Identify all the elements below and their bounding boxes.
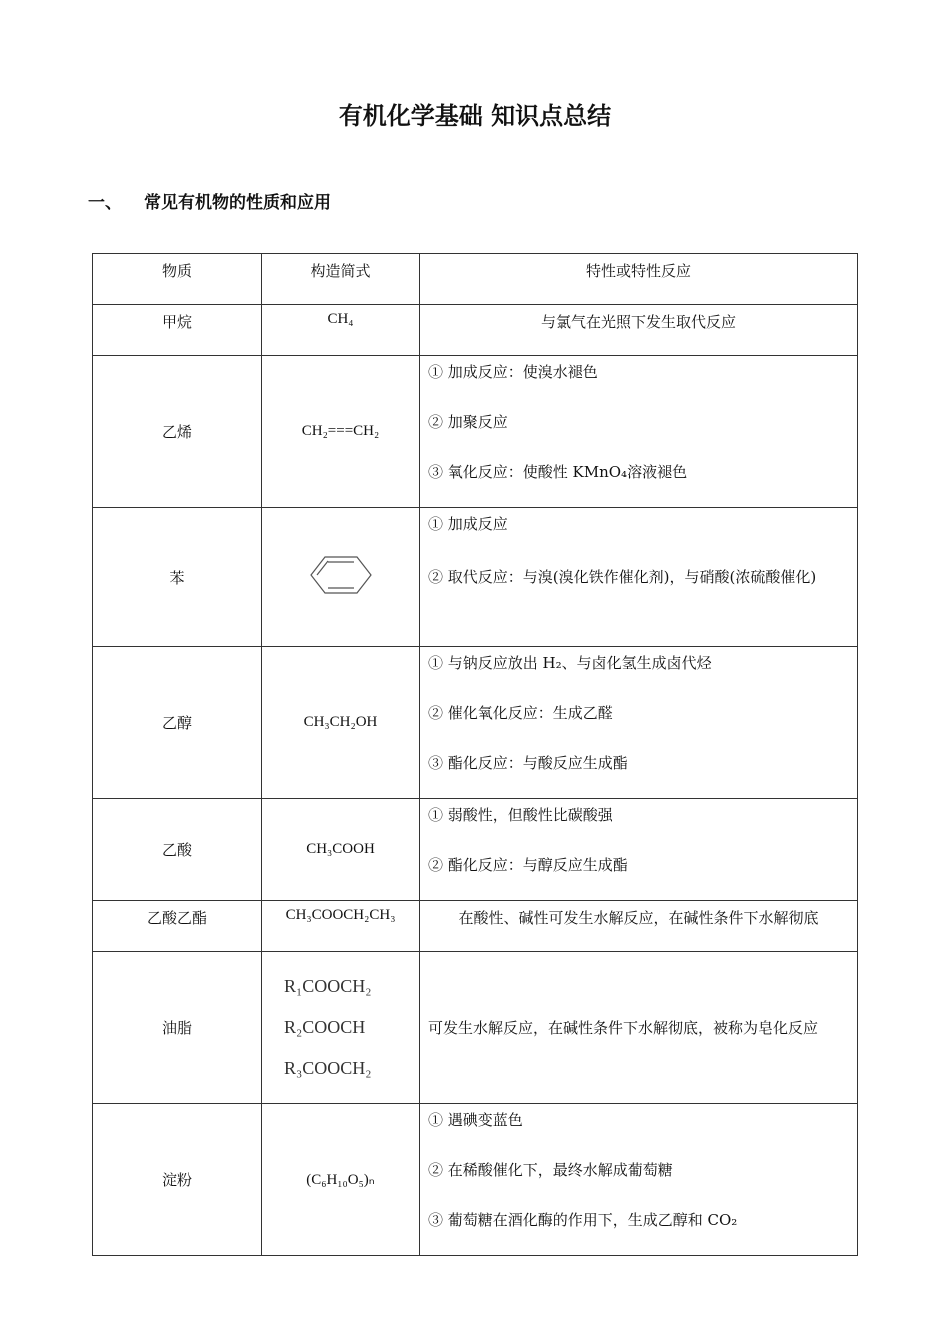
- table-row: [93, 1104, 858, 1256]
- property-cell: [420, 952, 858, 1104]
- table-row: [93, 799, 858, 901]
- property-text: ② 酯化反应：与醇反应生成酯: [428, 856, 628, 874]
- substance-name: 乙烯: [93, 356, 262, 508]
- property-cell: [420, 1104, 858, 1256]
- organic-compounds-table: [92, 253, 858, 1256]
- page-title: 有机化学基础 知识点总结: [338, 102, 612, 130]
- structural-formula: (C₆H₁₀O₅)ₙ: [262, 1104, 420, 1256]
- table-row: [93, 305, 858, 356]
- property-text: ② 催化氧化反应：生成乙醛: [428, 704, 613, 722]
- section-title: 常见有机物的性质和应用: [144, 193, 331, 213]
- section-number: 一、: [88, 193, 122, 213]
- table-row: [93, 356, 858, 508]
- property-text: ② 取代反应：与溴(溴化铁作催化剂)，与硝酸(浓硫酸催化): [428, 568, 817, 586]
- structural-formula: CH₂===CH₂: [262, 356, 420, 508]
- header-substance: 物质: [93, 254, 262, 305]
- section-heading: [88, 188, 331, 213]
- substance-name: 甲烷: [93, 305, 262, 356]
- table-row: [93, 508, 858, 647]
- structural-formula: [262, 952, 420, 1104]
- property-text: 与氯气在光照下发生取代反应: [420, 305, 858, 356]
- substance-name: 淀粉: [93, 1104, 262, 1256]
- substance-name: 苯: [93, 508, 262, 647]
- property-text: ③ 葡萄糖在酒化酶的作用下，生成乙醇和 CO₂: [428, 1211, 738, 1229]
- header-formula: 构造简式: [262, 254, 420, 305]
- fat-line-3: R₃COOCH₂: [284, 1058, 372, 1078]
- substance-name: 乙醇: [93, 647, 262, 799]
- property-text: ① 加成反应: [428, 515, 508, 533]
- property-cell: [420, 799, 858, 901]
- fat-line-2: R₂COOCH: [284, 1017, 366, 1037]
- structural-formula: [262, 508, 420, 647]
- property-text: ③ 氧化反应：使酸性 KMnO₄溶液褪色: [428, 463, 688, 481]
- property-cell: [420, 647, 858, 799]
- property-text: 可发生水解反应，在碱性条件下水解彻底，被称为皂化反应: [428, 1018, 819, 1037]
- structural-formula: CH₃COOH: [262, 799, 420, 901]
- table-row: [93, 901, 858, 952]
- property-cell: [420, 508, 858, 647]
- table-row: [93, 952, 858, 1104]
- substance-name: 油脂: [93, 952, 262, 1104]
- header-properties: 特性或特性反应: [420, 254, 858, 305]
- substance-name: 乙酸: [93, 799, 262, 901]
- structural-formula: CH₃CH₂OH: [262, 647, 420, 799]
- property-cell: [420, 356, 858, 508]
- benzene-ring-icon: [309, 553, 373, 597]
- property-text: ① 遇碘变蓝色: [428, 1111, 523, 1129]
- property-text: ② 加聚反应: [428, 413, 508, 431]
- structural-formula: CH₄: [262, 305, 420, 356]
- property-text: ① 与钠反应放出 H₂、与卤化氢生成卤代烃: [428, 654, 712, 672]
- substance-name: 乙酸乙酯: [93, 901, 262, 952]
- property-text: ① 加成反应：使溴水褪色: [428, 363, 598, 381]
- property-text: ② 在稀酸催化下，最终水解成葡萄糖: [428, 1161, 673, 1179]
- triglyceride-formula: [262, 966, 419, 1089]
- property-text: 在酸性、碱性可发生水解反应，在碱性条件下水解彻底: [420, 901, 858, 952]
- property-text: ① 弱酸性，但酸性比碳酸强: [428, 806, 613, 824]
- structural-formula: CH₃COOCH₂CH₃: [262, 901, 420, 952]
- fat-line-1: R₁COOCH₂: [284, 976, 372, 996]
- table-header-row: [93, 254, 858, 305]
- table-row: [93, 647, 858, 799]
- property-text: ③ 酯化反应：与酸反应生成酯: [428, 754, 628, 772]
